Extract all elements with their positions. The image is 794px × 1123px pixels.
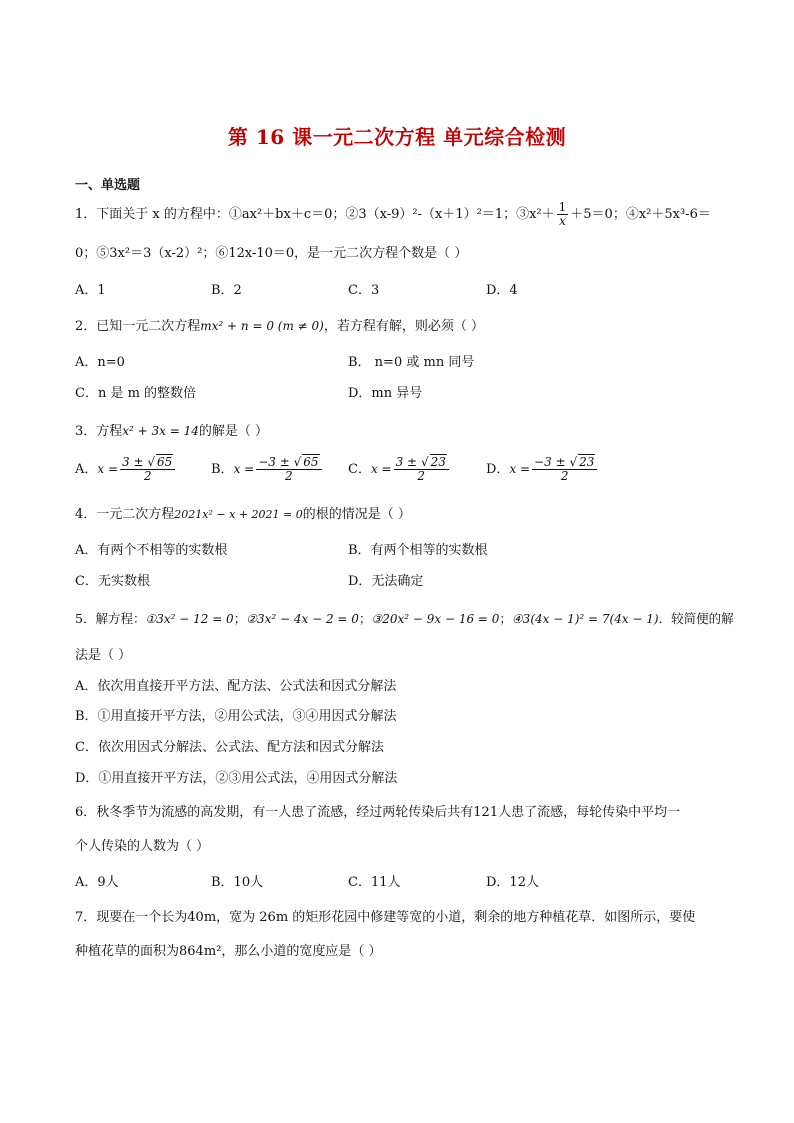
q3-option-d-numerator: [532, 456, 597, 470]
q3-option-b-fraction: [256, 456, 321, 483]
q5-sep-3: ；: [499, 611, 512, 626]
q5-option-b[interactable]: B．①用直接开平方法，②用公式法，③④用因式分解法: [75, 709, 397, 724]
q3-option-c[interactable]: [348, 456, 451, 483]
radical-icon: √: [420, 455, 429, 469]
q7-stem-line2: 种植花草的面积为864m²，那么小道的宽度应是（ ）: [75, 944, 382, 959]
q4-option-b[interactable]: B．有两个相等的实数根: [348, 543, 488, 558]
q3-option-b-radicand: 65: [303, 455, 319, 469]
q3-option-b[interactable]: [211, 456, 324, 483]
q3-option-b-numerator: [256, 456, 321, 470]
q6-option-c[interactable]: C．11人: [348, 875, 401, 890]
q4-option-a[interactable]: A．有两个不相等的实数根: [75, 543, 228, 558]
q3-option-b-denominator: 2: [285, 469, 293, 483]
q3-equation: x² + 3x = 14: [122, 424, 199, 438]
q3-option-c-label: C．: [348, 462, 371, 477]
q3-option-a-num-pre: 3 ±: [122, 455, 144, 469]
q1-fraction-denominator: x: [559, 214, 566, 228]
q3-option-c-fraction: [394, 456, 449, 483]
q5-stem-line1: [75, 609, 734, 629]
q3-option-d-label: D．: [486, 462, 510, 477]
q3-option-c-numerator: [394, 456, 449, 470]
q1-stem-part-a: 1．下面关于 x 的方程中：①ax²＋bx＋c＝0；②3（x-9）²-（x＋1）²＝1；③x²＋: [75, 207, 555, 222]
q1-option-d[interactable]: D．4: [486, 283, 518, 298]
q5-tail: ．较简便的解: [658, 611, 734, 626]
q2-option-d[interactable]: D．mn 异号: [348, 386, 423, 401]
q3-option-d-num-pre: −3 ±: [534, 455, 566, 469]
q4-stem-part-b: 的根的情况是（ ）: [302, 507, 411, 522]
q3-option-b-label: B．: [211, 462, 234, 477]
q1-option-c[interactable]: C．3: [348, 283, 380, 298]
q5-stem-line2: 法是（ ）: [75, 648, 132, 663]
q3-option-b-num-pre: −3 ±: [258, 455, 290, 469]
q6-option-b[interactable]: B．10人: [211, 875, 264, 890]
q3-option-a[interactable]: [75, 456, 177, 483]
q1-stem-line2: 0；⑤3x²＝3（x-2）²；⑥12x-10＝0，是一元二次方程个数是（ ）: [75, 246, 468, 261]
q1-fraction-numerator: 1: [558, 200, 567, 214]
q3-option-a-x: x =: [97, 462, 119, 476]
q5-lead: 5．解方程：: [75, 611, 146, 626]
q3-option-c-num-pre: 3 ±: [395, 455, 418, 469]
section-heading: 一、单选题: [75, 178, 141, 193]
q3-option-d-fraction: [532, 456, 597, 483]
q6-option-d[interactable]: D．12人: [486, 875, 539, 890]
q1-fraction: [557, 201, 569, 228]
radical-icon: √: [569, 455, 578, 469]
q4-option-c[interactable]: C．无实数根: [75, 574, 150, 589]
q4-equation: 2021x² − x + 2021 = 0: [174, 508, 303, 521]
q3-option-d-denominator: 2: [560, 469, 569, 483]
q5-equation-2: ②3x² − 4x − 2 = 0: [246, 612, 359, 626]
q3-option-c-denominator: 2: [417, 469, 426, 483]
q4-option-d[interactable]: D．无法确定: [348, 574, 424, 589]
radical-icon: √: [293, 455, 302, 469]
q1-option-b[interactable]: B．2: [211, 283, 242, 298]
q3-option-d[interactable]: [486, 456, 599, 483]
q3-option-b-x: x =: [233, 462, 255, 476]
q5-equation-4: ④3(4x − 1)² = 7(4x − 1): [511, 612, 659, 626]
q2-stem: [75, 316, 484, 337]
q2-option-a[interactable]: A．n=0: [75, 355, 125, 370]
q5-option-a[interactable]: A．依次用直接开平方法、配方法、公式法和因式分解法: [75, 679, 397, 694]
q1-stem-line1: [75, 201, 711, 228]
q5-equation-1: ①3x² − 12 = 0: [145, 612, 234, 626]
q5-equation-3: ③20x² − 9x − 16 = 0: [371, 612, 500, 626]
q5-option-c[interactable]: C．依次用因式分解法、公式法、配方法和因式分解法: [75, 740, 384, 755]
q6-option-a[interactable]: A．9人: [75, 875, 119, 890]
q3-stem: [75, 421, 268, 442]
q3-option-a-numerator: [120, 456, 175, 470]
q1-stem-part-b: ＋5＝0；④x²＋5x³-6＝: [570, 207, 711, 222]
q5-option-d[interactable]: D．①用直接开平方法，②③用公式法，④用因式分解法: [75, 771, 398, 786]
q3-option-d-radicand: 23: [579, 455, 595, 469]
q2-option-c[interactable]: C．n 是 m 的整数倍: [75, 386, 197, 401]
q5-sep-1: ；: [233, 611, 247, 626]
q3-option-d-x: x =: [509, 462, 531, 476]
q3-stem-part-b: 的解是（ ）: [198, 424, 269, 439]
q2-option-b[interactable]: B． n=0 或 mn 同号: [348, 355, 475, 370]
q2-equation: mx² + n = 0 (m ≠ 0): [200, 319, 324, 333]
q3-option-a-radicand: 65: [157, 455, 173, 469]
q5-sep-2: ；: [358, 611, 372, 626]
radical-icon: √: [147, 455, 156, 469]
q6-stem-line1: 6．秋冬季节为流感的高发期，有一人患了流感，经过两轮传染后共有121人患了流感，每轮传染中平均一: [75, 805, 681, 820]
q3-option-c-radicand: 23: [430, 455, 446, 469]
q2-stem-part-a: 2．已知一元二次方程: [75, 319, 201, 334]
page-title: 第 16 课一元二次方程 单元综合检测: [227, 125, 567, 149]
q2-stem-part-b: ，若方程有解，则必须（ ）: [323, 319, 484, 334]
q3-option-a-label: A．: [75, 462, 98, 477]
q3-option-a-fraction: [120, 456, 175, 483]
q3-stem-part-a: 3．方程: [75, 424, 123, 439]
q3-option-a-denominator: 2: [143, 469, 152, 483]
q3-option-c-x: x =: [370, 462, 392, 476]
q4-stem-part-a: 4．一元二次方程: [75, 507, 175, 522]
q6-stem-line2: 个人传染的人数为（ ）: [75, 839, 210, 854]
q7-stem-line1: 7．现要在一个长为40m，宽为 26m 的矩形花园中修建等宽的小道，剩余的地方种植花草．如图所示，要使: [75, 910, 696, 925]
q4-stem: [75, 505, 411, 525]
q1-option-a[interactable]: A．1: [75, 283, 106, 298]
